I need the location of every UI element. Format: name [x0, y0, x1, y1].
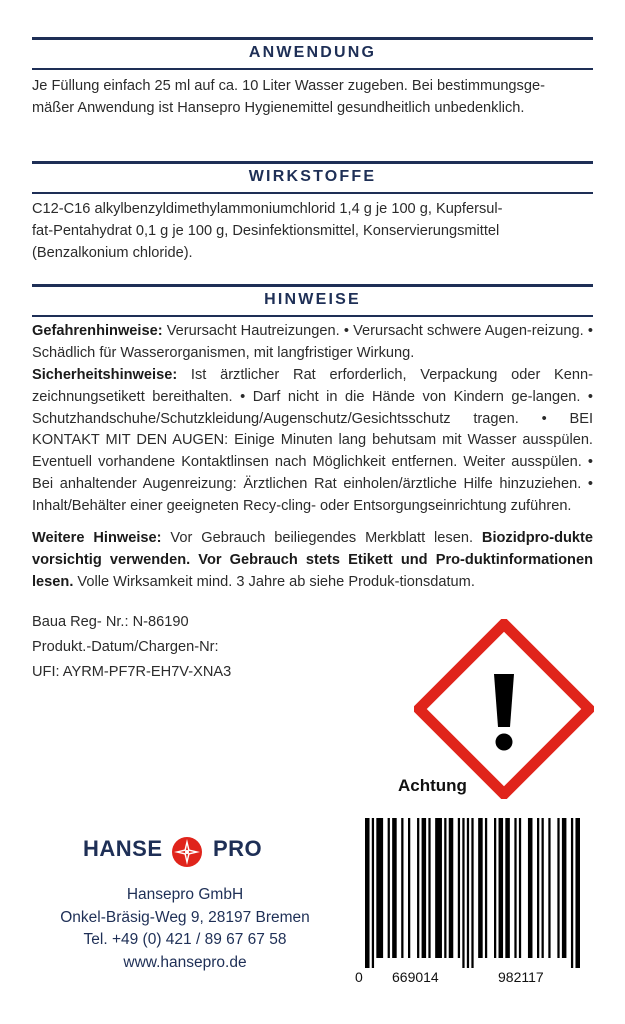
weitere-hinweise-label: Weitere Hinweise: — [32, 530, 162, 546]
barcode-bar — [392, 818, 397, 958]
sicherheitshinweise-paragraph — [32, 365, 593, 518]
barcode-bar — [408, 818, 410, 958]
wirkstoffe-line-1: C12-C16 alkylbenzyldimethylammoniumchlorid 1,4 g je 100 g, Kupfersul- — [32, 201, 503, 217]
barcode-bar — [388, 818, 390, 958]
barcode-bar — [514, 818, 516, 958]
barcode — [365, 818, 580, 968]
anwendung-top-rule — [32, 37, 593, 40]
barcode-bar — [575, 818, 580, 968]
anwendung-line-2: mäßer Anwendung ist Hansepro Hygienemittel gesundheitlich unbedenklich. — [32, 99, 525, 116]
barcode-bar — [462, 818, 464, 968]
logo-word-hanse: HANSE — [83, 836, 163, 861]
barcode-bar — [505, 818, 510, 958]
barcode-bar — [478, 818, 483, 958]
barcode-bar — [557, 818, 559, 958]
wirkstoffe-line-2: fat-Pentahydrat 0,1 g je 100 g, Desinfektionsmittel, Konservierungsmittel — [32, 222, 500, 239]
barcode-bar — [528, 818, 533, 958]
anwendung-text — [32, 76, 593, 120]
weitere-hinweise-paragraph — [32, 528, 593, 593]
barcode-bar — [449, 818, 454, 958]
wirkstoffe-text — [32, 199, 593, 264]
wirkstoffe-top-rule — [32, 161, 593, 164]
gefahrenhinweise-paragraph — [32, 321, 593, 365]
barcode-bar — [548, 818, 550, 958]
exclamation-mark-icon — [414, 619, 594, 799]
barcode-bar — [401, 818, 403, 958]
company-website[interactable]: www.hansepro.de — [123, 953, 247, 971]
anwendung-line-1: Je Füllung einfach 25 ml auf ca. 10 Liter Wasser zugeben. Bei bestimmungsge- — [32, 78, 545, 94]
barcode-first-digit: 0 — [355, 969, 363, 985]
barcode-left-group: 669014 — [392, 969, 439, 985]
logo-word-pro: PRO — [213, 836, 263, 861]
barcode-bar — [372, 818, 374, 968]
company-name: Hansepro GmbH — [126, 886, 244, 903]
barcode-bar — [494, 818, 496, 958]
barcode-bar — [537, 818, 539, 958]
barcode-bar — [562, 818, 567, 958]
barcode-bar — [471, 818, 473, 968]
anwendung-bottom-rule — [32, 68, 593, 70]
barcode-bar — [571, 818, 573, 968]
barcode-bar — [519, 818, 521, 958]
hinweise-bottom-rule — [32, 315, 593, 317]
gefahrenhinweise-label: Gefahrenhinweise: — [32, 323, 163, 339]
hansepro-logo — [83, 836, 269, 868]
barcode-bar — [458, 818, 460, 958]
weitere-hinweise-bold-text: Biozidpro-dukte vorsichtig verwenden. Vor Gebrauch stets Etikett und Pro-duktinformationen lesen. — [32, 530, 593, 590]
wirkstoffe-heading: WIRKSTOFFE — [248, 168, 377, 185]
ufi-code: UFI: AYRM-PF7R-EH7V-XNA3 — [32, 664, 232, 680]
barcode-bar — [435, 818, 442, 958]
barcode-bar — [444, 818, 446, 958]
company-address — [30, 884, 340, 974]
wirkstoffe-line-3: (Benzalkonium chloride). — [32, 244, 193, 261]
barcode-bar — [542, 818, 544, 958]
compass-star-icon — [171, 836, 203, 868]
sicherheitshinweise-text: Ist ärztlicher Rat erforderlich, Verpackung oder Kenn-zeichnungsetikett bereithalten. • Darf nicht in die Hände von Kindern ge-langen. • Schutzhandschuhe/Schutzkleidung/Augenschutz/Gesichtsschutz tragen. • BEI KONTAKT MIT DEN AUGEN: Einige Minuten lang behutsam mit Wasser ausspülen. Eventuell vorhandene Kontaktlinsen nach Möglichkeit entfernen. Weiter ausspülen. • Bei anhaltender Augenreizung: Ärztlichen Rat einholen/ärztliche Hilfe hinzuziehen. • Inhalt/Behälter einer geeigneten Recy-cling- oder Entsorgungseinrichtung zuführen. — [32, 367, 593, 514]
weitere-hinweise-text-2: Volle Wirksamkeit mind. 3 Jahre ab siehe Produk-tionsdatum. — [73, 573, 475, 590]
hinweise-top-rule — [32, 284, 593, 287]
hinweise-heading: HINWEISE — [264, 291, 361, 308]
barcode-bar — [365, 818, 370, 968]
weitere-hinweise-text: Vor Gebrauch beiliegendes Merkblatt lesen. — [161, 530, 482, 546]
sicherheitshinweise-label: Sicherheitshinweise: — [32, 367, 178, 383]
barcode-bar — [376, 818, 383, 958]
barcode-bar — [417, 818, 419, 958]
gefahrenhinweise-text: Verursacht Hautreizungen. • Verursacht schwere Augen-reizung. • Schädlich für Wasserorganismen, mit langfristiger Wirkung. — [32, 323, 593, 361]
signal-word: Achtung — [398, 776, 467, 795]
barcode-bar — [467, 818, 469, 968]
company-street: Onkel-Bräsig-Weg 9, 28197 Bremen — [60, 908, 310, 926]
baua-reg-nr: Baua Reg- Nr.: N-86190 — [32, 614, 189, 630]
barcode-bar — [499, 818, 504, 958]
anwendung-heading: ANWENDUNG — [248, 44, 377, 61]
produkt-datum: Produkt.-Datum/Chargen-Nr: — [32, 639, 219, 655]
wirkstoffe-bottom-rule — [32, 192, 593, 194]
barcode-bar — [428, 818, 430, 958]
barcode-bar — [485, 818, 487, 958]
barcode-bar — [422, 818, 427, 958]
company-phone: Tel. +49 (0) 421 / 89 67 67 58 — [83, 931, 287, 948]
barcode-right-group: 982117 — [498, 969, 544, 985]
